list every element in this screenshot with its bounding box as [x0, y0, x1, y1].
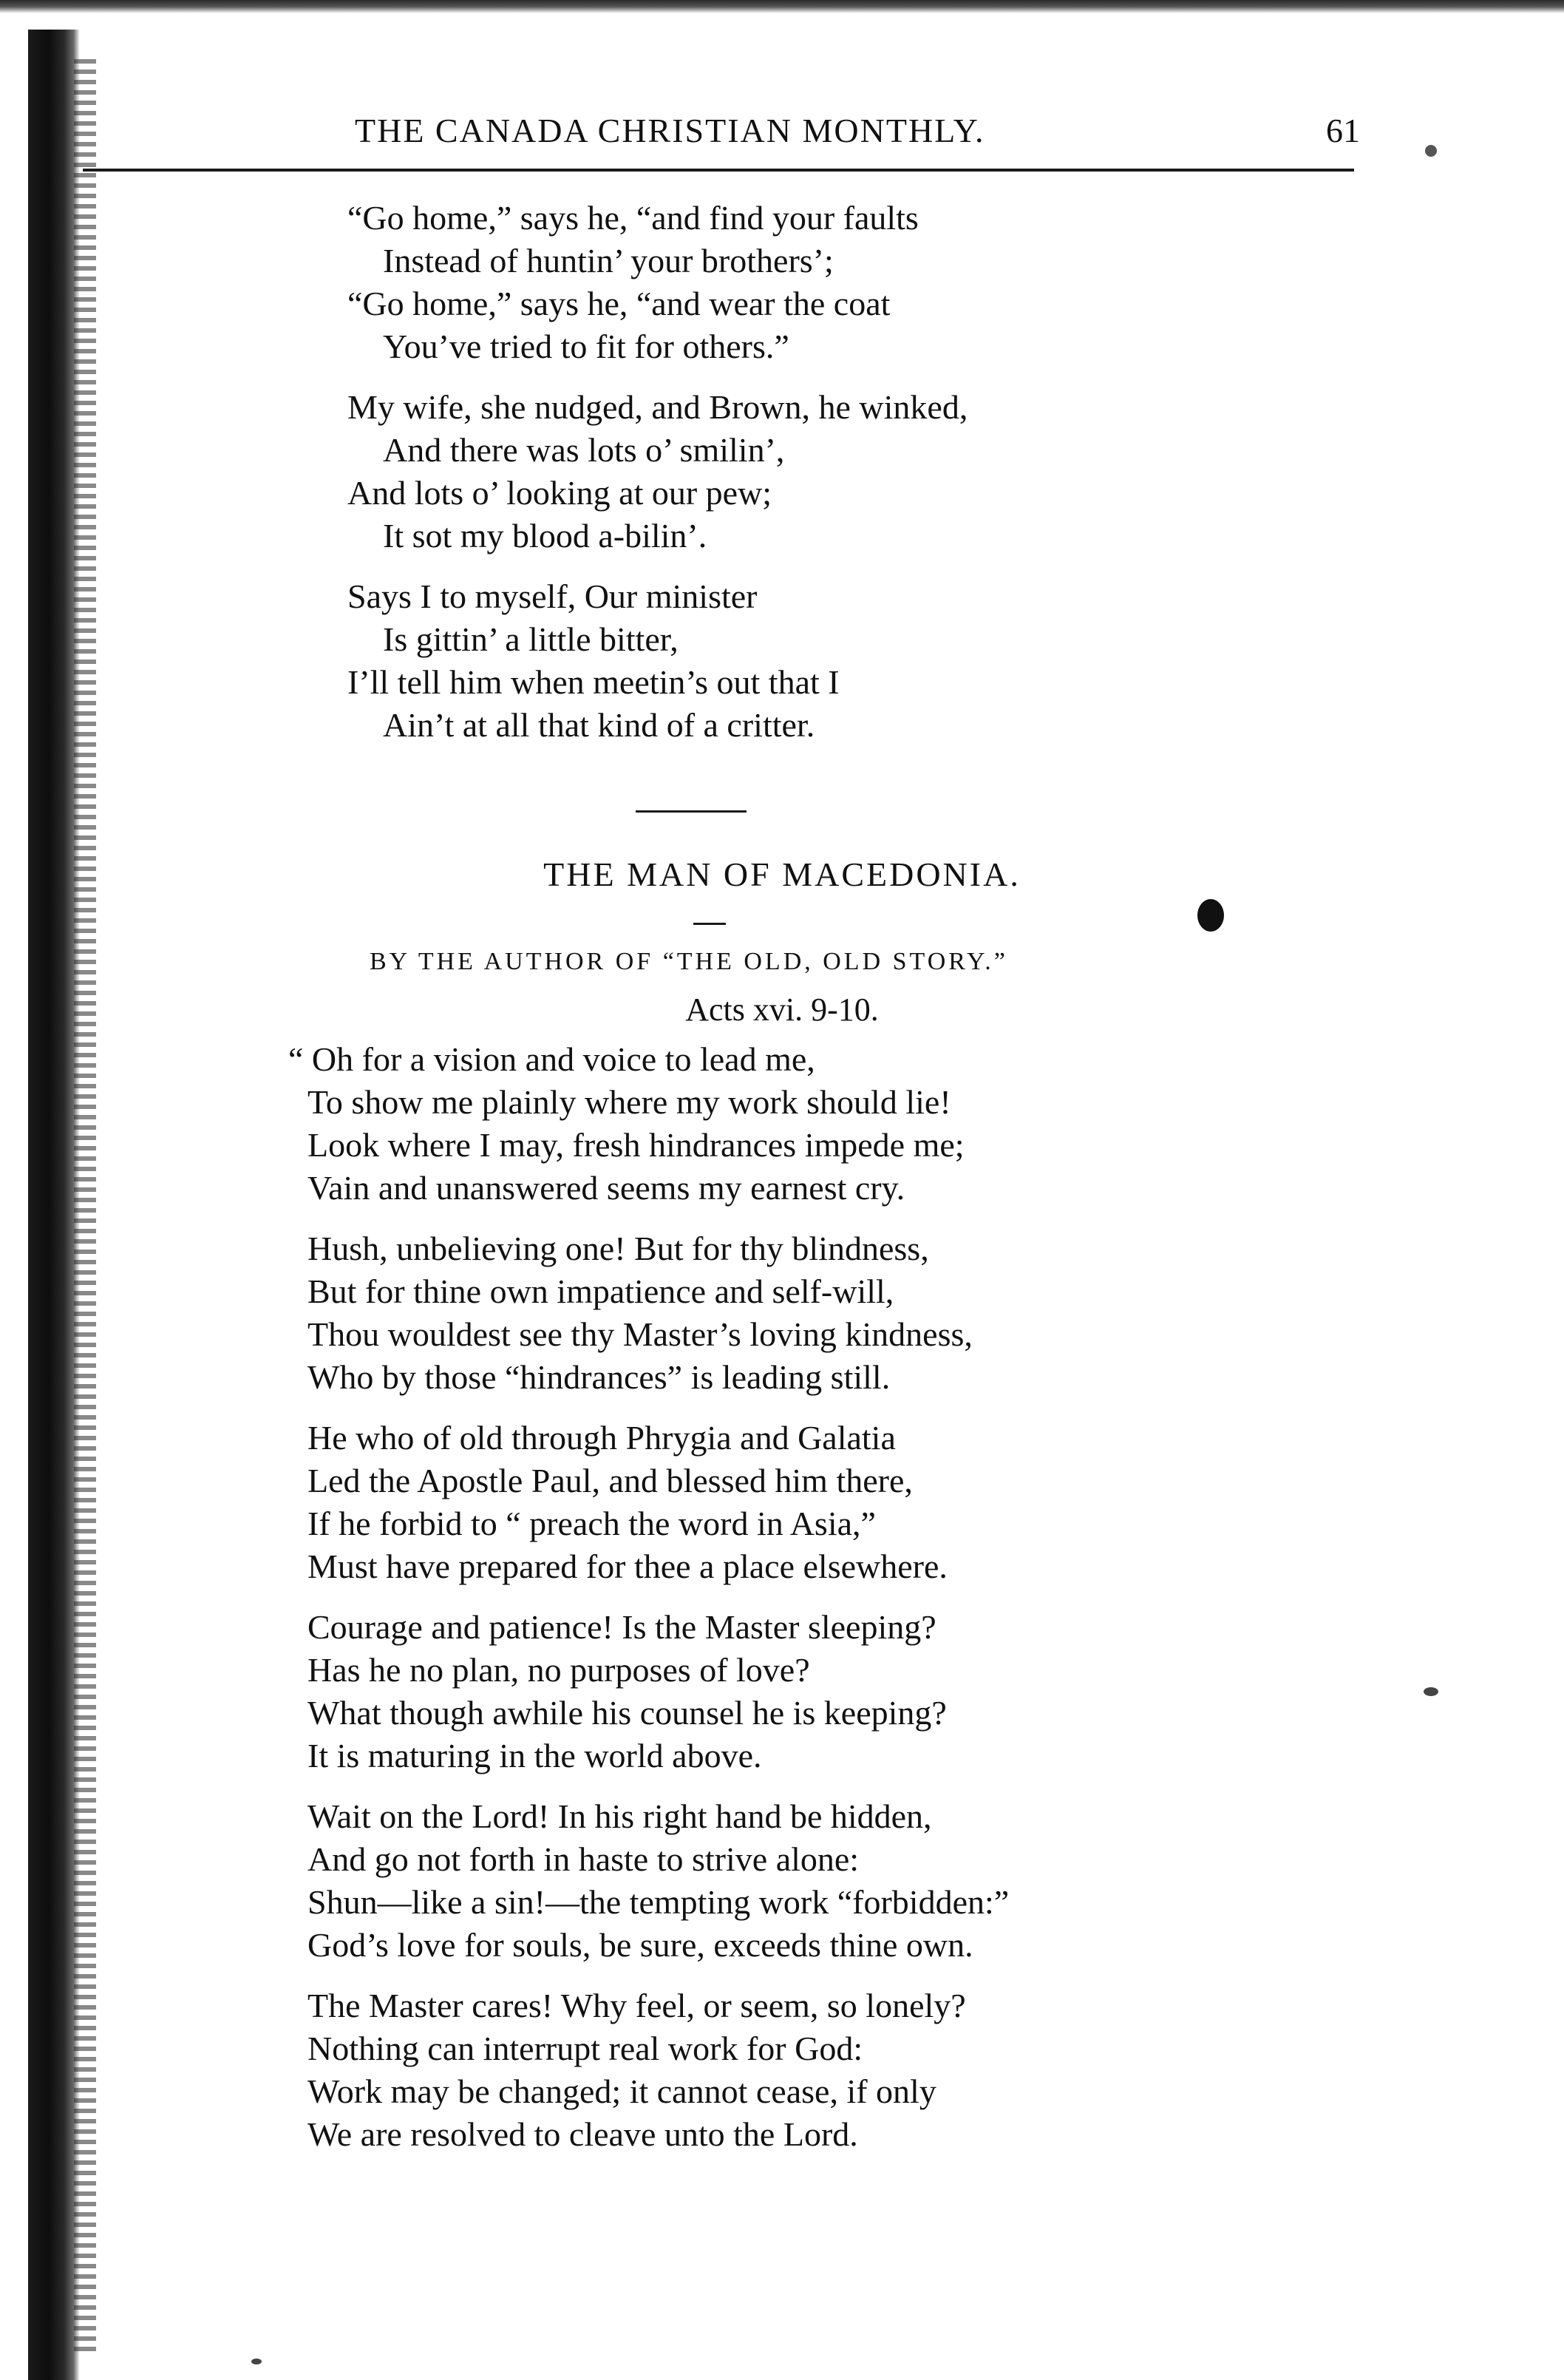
article-title: THE MAN OF MACEDONIA. [543, 855, 1021, 893]
verse-line: Who by those “hindrances” is leading still. [307, 1358, 891, 1396]
verse-line: Ain’t at all that kind of a critter. [383, 706, 815, 744]
stanza [307, 1606, 1009, 1777]
verse-line: Instead of huntin’ your brothers’; [383, 242, 834, 279]
verse-line: Shun—like a sin!—the tempting work “forbidden:” [307, 1883, 1010, 1921]
stanza [307, 1795, 1009, 1967]
page-number: 61 [1326, 112, 1360, 149]
ink-speck [1425, 145, 1437, 157]
header-rule [83, 169, 1354, 172]
poem-man-of-macedonia [288, 1038, 1010, 2174]
verse-line: “Go home,” says he, “and wear the coat [347, 285, 891, 322]
verse-line: To show me plainly where my work should lie! [307, 1083, 951, 1121]
verse-line: But for thine own impatience and self-will, [307, 1272, 894, 1310]
verse-line: He who of old through Phrygia and Galatia [307, 1419, 896, 1457]
stanza [288, 1038, 1009, 1210]
verse-line: Led the Apostle Paul, and blessed him there, [307, 1462, 913, 1499]
verse-line: Nothing can interrupt real work for God: [307, 2030, 863, 2067]
ink-speck [1424, 1687, 1438, 1696]
verse-line: The Master cares! Why feel, or seem, so lonely? [307, 1987, 966, 2024]
verse-line: Thou wouldest see thy Master’s loving kindness, [307, 1315, 973, 1353]
title-rule [693, 923, 726, 925]
stanza [307, 1227, 1009, 1399]
verse-line: And go not forth in haste to strive alone: [307, 1840, 860, 1878]
verse-line: It sot my blood a-bilin’. [383, 517, 707, 555]
verse-line: And lots o’ looking at our pew; [347, 474, 772, 512]
stanza [307, 1984, 1009, 2156]
running-title: THE CANADA CHRISTIAN MONTHLY. [355, 112, 985, 149]
verse-line: I’ll tell him when meetin’s out that I [347, 663, 840, 701]
verse-line: It is maturing in the world above. [307, 1737, 762, 1774]
stanza [347, 197, 968, 368]
verse-line: What though awhile his counsel he is keeping? [307, 1694, 947, 1732]
verse-line: Is gittin’ a little bitter, [383, 620, 679, 658]
ink-blot [1197, 899, 1224, 932]
verse-line: You’ve tried to fit for others.” [383, 328, 789, 365]
verse-line: Wait on the Lord! In his right hand be hidden, [307, 1797, 932, 1835]
verse-line: “Go home,” says he, “and find your faults [347, 199, 919, 237]
verse-line: My wife, she nudged, and Brown, he winked, [347, 388, 968, 426]
verse-line: Says I to myself, Our minister [347, 577, 758, 615]
ink-speck [251, 2359, 262, 2364]
verse-line: “ Oh for a vision and voice to lead me, [288, 1040, 815, 1078]
verse-line: Has he no plan, no purposes of love? [307, 1651, 810, 1689]
stanza [347, 386, 968, 557]
page-header [355, 111, 1360, 170]
stanza [347, 575, 968, 747]
verse-line: God’s love for souls, be sure, exceeds thine own. [307, 1926, 973, 1964]
poem-continuation [347, 197, 968, 764]
binding-gutter-edge [74, 59, 96, 2351]
binding-gutter [28, 30, 80, 2380]
page-top-edge [0, 0, 1564, 13]
verse-line: Look where I may, fresh hindrances impede me; [307, 1126, 965, 1164]
section-separator [636, 810, 747, 813]
verse-line: Must have prepared for thee a place elsewhere. [307, 1547, 948, 1585]
verse-line: Work may be changed; it cannot cease, if only [307, 2072, 936, 2110]
verse-line: Vain and unanswered seems my earnest cry. [307, 1169, 905, 1207]
verse-line: If he forbid to “ preach the word in Asia,” [307, 1505, 876, 1542]
verse-line: Courage and patience! Is the Master sleeping? [307, 1608, 936, 1646]
verse-line: We are resolved to cleave unto the Lord. [307, 2115, 858, 2153]
article-byline: BY THE AUTHOR OF “THE OLD, OLD STORY.” [370, 948, 1008, 975]
verse-line: And there was lots o’ smilin’, [383, 431, 785, 469]
verse-line: Hush, unbelieving one! But for thy blindness, [307, 1230, 929, 1267]
scripture-reference: Acts xvi. 9-10. [685, 991, 879, 1028]
stanza [307, 1417, 1009, 1588]
